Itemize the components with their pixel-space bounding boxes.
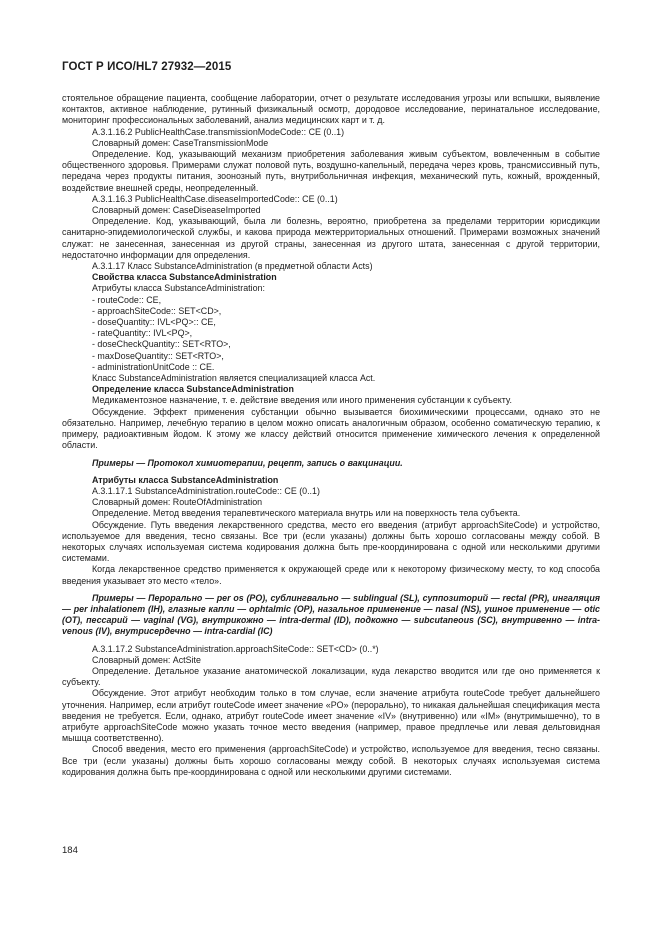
section-heading: A.3.1.16.2 PublicHealthCase.transmissionModeCode:: CE (0..1) <box>92 126 345 137</box>
section-heading: A.3.1.16.3 PublicHealthCase.diseaseImportedCode:: CE (0..1) <box>92 193 338 204</box>
paragraph: Обсуждение. Путь введения лекарственного средства, место его введения (атрибут approachSiteCode) и устройство, используемое для введения, тесно связаны. Все три (если указаны) должны быть хорошо согласованы между собой. В некоторых случаях используемая система кодирования должна быть пре-координирована с одной или несколькими другими системами. <box>62 519 600 564</box>
list-item: - rateQuantity:: IVL<PQ>, <box>92 328 193 339</box>
paragraph: Способ введения, место его применения (approachSiteCode) и устройство, используемое для введения, тесно связаны. Все три (если указаны) должны быть хорошо согласованы между собой. В некоторых случаях используемая система кодирования должна быть пре-координирована с одной или несколькими другими системами. <box>62 744 600 777</box>
paragraph: Обсуждение. Эффект применения субстанции обычно вызывается биохимическими процессами, однако это не обязательно. Например, лечебную терапию в целом можно описать аналогичным образом, особенно соматическую терапию, к примеру, радиоактивным йодом. К этому же классу действий относится применение химического лечения к определенной области. <box>62 406 600 451</box>
list-item: - approachSiteCode:: SET<CD>, <box>92 305 222 316</box>
paragraph: Словарный домен: ActSite <box>92 654 201 665</box>
list-item: - routeCode:: CE, <box>92 294 162 305</box>
paragraph: стоятельное обращение пациента, сообщение лаборатории, отчет о результате исследования угрозы или вспышки, выявление контактов, активное наблюдение, рутинный физикальный осмотр, дородовое исследование, перинатальное исследование, мониторинг профессиональных заболеваний, анализ медицинских карт и т. д. <box>62 93 600 126</box>
list-item: - doseCheckQuantity:: SET<RTO>, <box>92 339 231 350</box>
paragraph: Определение. Метод введения терапевтического материала внутрь или на поверхность тела субъекта. <box>92 508 521 519</box>
section-heading: A.3.1.17 Класс SubstanceAdministration (в предметной области Acts) <box>92 261 373 272</box>
bold-heading: Определение класса SubstanceAdministration <box>92 384 294 395</box>
attribute-list <box>62 295 600 373</box>
list-item: - administrationUnitCode :: CE. <box>92 361 215 372</box>
paragraph: Определение. Детальное указание анатомической локализации, куда лекарство вводится или где оно применяется к субъекту. <box>62 665 600 688</box>
paragraph: Обсуждение. Этот атрибут необходим только в том случае, если значение атрибута routeCode требует дальнейшего уточнения. Например, если атрибут routeCode имеет значение «PO» (перорально), то никакая дальнейшая спецификация места введения не требуется. Если, однако, атрибут routeCode имеет значение «IV» (внутривенно) или «IM» (внутримышечно), то в атрибуте approachSiteCode можно указать точное место введения (например, правое предплечье или левая дельтовидная мышца соответственно). <box>62 688 600 744</box>
paragraph: Определение. Код, указывающий механизм приобретения заболевания живым субъектом, вовлеченным в событие общественного здоровья. Примерами служат половой путь, воздушно-капельный, передача через кровь, трансмиссивный путь, передача через продукты питания, зоонозный путь, внутрибольничная инфекция, механический путь, кожный, врожденный, воздействие внешней среды, неопределенный. <box>62 149 600 193</box>
paragraph: Атрибуты класса SubstanceAdministration: <box>92 283 265 294</box>
section-heading: A.3.1.17.2 SubstanceAdministration.approachSiteCode:: SET<CD> (0..*) <box>92 643 379 654</box>
paragraph: Когда лекарственное средство применяется к окружающей среде или к некоторому физическому месту, то код способа введения указывает это место «тело». <box>62 564 600 586</box>
bold-heading: Свойства класса SubstanceAdministration <box>92 272 277 283</box>
list-item: - maxDoseQuantity:: SET<RTO>, <box>92 350 224 361</box>
paragraph: Словарный домен: CaseDiseaseImported <box>92 205 261 216</box>
paragraph: Словарный домен: CaseTransmissionMode <box>92 137 269 148</box>
bold-heading: Атрибуты класса SubstanceAdministration <box>92 474 279 485</box>
paragraph: Класс SubstanceAdministration является специализацией класса Act. <box>92 373 376 384</box>
paragraph: Медикаментозное назначение, т. е. действие введения или иного применения субстанции к субъекту. <box>92 395 512 406</box>
paragraph: Определение. Код, указывающий, была ли болезнь, вероятно, приобретена за пределами территории юрисдикции санитарно-эпидемиологической службы, и какова природа межтерриториальных отношений. Примерами возможных значений служат: не занесенная, занесенная из другой страны, занесенная из другого штата, занесенная с другой территории, недостаточно информации для определения. <box>62 216 600 260</box>
list-item: - doseQuantity:: IVL<PQ>:: CE, <box>92 317 216 328</box>
example-note: Примеры — Протокол химиотерапии, рецепт, запись о вакцинации. <box>92 457 403 468</box>
page-number: 184 <box>62 845 78 856</box>
document-body <box>62 93 600 778</box>
document-header: ГОСТ Р ИСО/HL7 27932—2015 <box>62 61 232 73</box>
paragraph: Словарный домен: RouteOfAdministration <box>92 497 263 508</box>
section-heading: A.3.1.17.1 SubstanceAdministration.routeCode:: CE (0..1) <box>92 485 320 496</box>
example-note: Примеры — Перорально — per os (PO), сублингвально — sublingual (SL), суппозиторий — rectal (PR), ингаляция — per inhalationem (IH), глазные капли — ophtalmic (OP), назальное применение — nasal (NS), ушное применение — otic (OT), пессарий — vaginal (VG), внутрикожно — intra-dermal (ID), подкожно — subcutaneous (SC), внутривенно — intra-venous (IV), внутрисердечно — intra-cardial (IC) <box>62 592 600 637</box>
